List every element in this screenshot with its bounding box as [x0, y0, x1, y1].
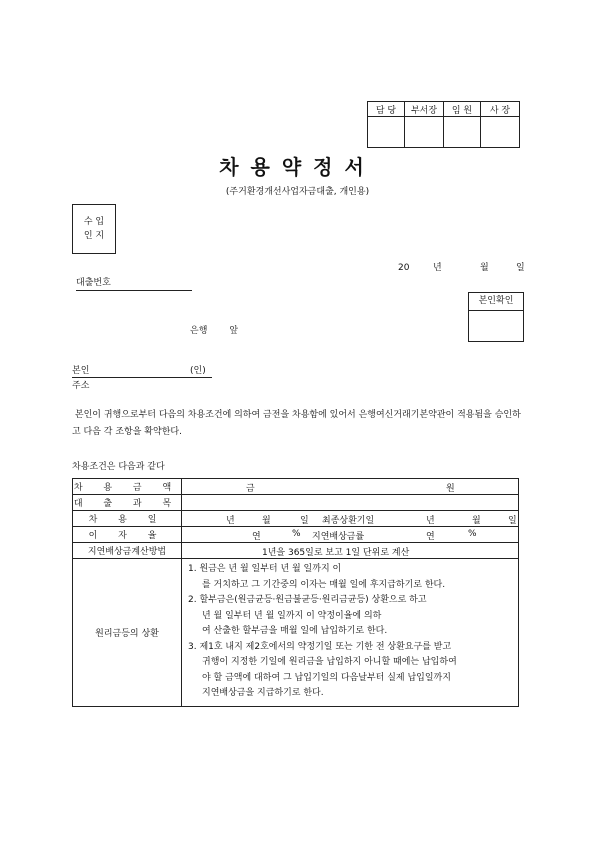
repayment-line-2: 를 거치하고 그 기간중의 이자는 매월 일에 후지급하기로 한다. [202, 579, 446, 590]
repayment-line-6: 3. 제1호 내지 제2호에서의 약정기일 또는 기한 전 상환요구를 받고 [188, 641, 452, 652]
borrow-month: 월 [262, 516, 271, 526]
borrow-year: 년 [226, 516, 235, 526]
late-pct: % [468, 529, 477, 539]
date-year: 년 [433, 263, 442, 273]
agreement-paragraph: 본인이 귀행으로부터 다음의 차용조건에 의하여 금전을 차용함에 있어서 은행여신거래기본약관이 적용됨을 승인하고 다음 각 조항을 확약한다. [72, 410, 521, 437]
interest-label: 이 자 율 [73, 527, 182, 543]
final-due-label: 최종상환기일 [322, 516, 375, 526]
approval-sign-executive[interactable] [444, 117, 481, 148]
date-month: 월 [480, 263, 489, 273]
approval-sign-president[interactable] [481, 117, 520, 148]
bank-label: 은행 [190, 326, 208, 336]
loan-number-field[interactable] [76, 277, 192, 291]
document-title: 차용약정서 [219, 155, 376, 179]
repayment-line-7: 귀행이 지정한 기일에 원리금을 납입하지 아니할 때에는 납입하여 [202, 657, 457, 667]
terms-row-interest [73, 527, 519, 543]
late-method-label: 지연배상금계산방법 [73, 543, 182, 559]
amount-value[interactable] [182, 479, 519, 495]
date-year-prefix: 20 [398, 263, 410, 273]
borrow-day: 일 [300, 516, 309, 526]
final-month: 월 [472, 516, 481, 526]
interest-value[interactable] [182, 527, 519, 543]
approval-header-executive: 임 원 [444, 102, 481, 117]
late-method-value: 1년을 365일로 보고 1일 단위로 계산 [182, 543, 519, 559]
approval-box [367, 101, 520, 148]
amount-won-kr: 금 [246, 484, 255, 494]
address-label: 주소 [72, 381, 90, 391]
repayment-line-9: 지연배상금을 지급하기로 한다. [202, 688, 324, 698]
repayment-label: 원리금등의 상환 [73, 559, 182, 707]
repayment-line-8: 야 할 금액에 대하여 그 납입기일의 다음날부터 실제 납입일까지 [202, 672, 451, 683]
approval-header-staff: 담 당 [368, 102, 405, 117]
approval-header-dept-head: 부서장 [405, 102, 444, 117]
amount-won: 원 [446, 484, 455, 494]
repayment-line-1: 1. 원금은 년 월 일부터 년 월 일까지 이 [188, 564, 342, 574]
loan-number-label: 대출번호 [76, 278, 111, 288]
terms-row-borrow-date [73, 511, 519, 527]
approval-sign-staff[interactable] [368, 117, 405, 148]
date-day: 일 [516, 263, 525, 273]
conditions-label: 차용조건은 다음과 같다 [72, 462, 165, 472]
final-year: 년 [426, 516, 435, 526]
repayment-line-4: 년 월 일부터 년 월 일까지 이 약정이율에 의하 [202, 610, 382, 621]
identity-check-box[interactable] [468, 292, 524, 342]
front-label: 앞 [229, 326, 239, 336]
seal-label: (인) [190, 366, 206, 376]
stamp-line1: 수 입 [83, 217, 105, 227]
revenue-stamp-box [72, 204, 116, 254]
late-rate-label: 지연배상금률 [312, 532, 365, 542]
repayment-text [182, 559, 519, 707]
borrow-date-label: 차 용 일 [73, 511, 182, 527]
subject-value[interactable] [182, 495, 519, 511]
stamp-line2: 인 지 [83, 231, 105, 241]
principal-field[interactable] [72, 365, 212, 378]
loan-terms-table [72, 478, 519, 707]
interest-year: 연 [252, 532, 261, 542]
terms-row-repayment [73, 559, 519, 707]
terms-row-late-method [73, 543, 519, 559]
final-day: 일 [508, 516, 517, 526]
terms-row-amount [73, 479, 519, 495]
document-subtitle: (주거환경개선사업자금대출, 개인용) [225, 187, 370, 197]
repayment-line-3: 2. 할부금은(원금균등·원금불균등·원리금균등) 상환으로 하고 [188, 595, 427, 605]
approval-header-president: 사 장 [481, 102, 520, 117]
repayment-line-5: 여 산출한 할부금을 매월 일에 납입하기로 한다. [202, 626, 388, 636]
subject-label: 대 출 과 목 [73, 495, 182, 511]
borrow-date-value[interactable] [182, 511, 519, 527]
late-year: 연 [426, 532, 435, 542]
terms-row-subject [73, 495, 519, 511]
interest-pct: % [292, 529, 301, 539]
bank-addressee [190, 325, 238, 337]
amount-label: 차 용 금 액 [73, 479, 182, 495]
identity-check-label: 본인확인 [469, 293, 523, 311]
principal-label: 본인 [72, 366, 90, 376]
approval-sign-dept-head[interactable] [405, 117, 444, 148]
